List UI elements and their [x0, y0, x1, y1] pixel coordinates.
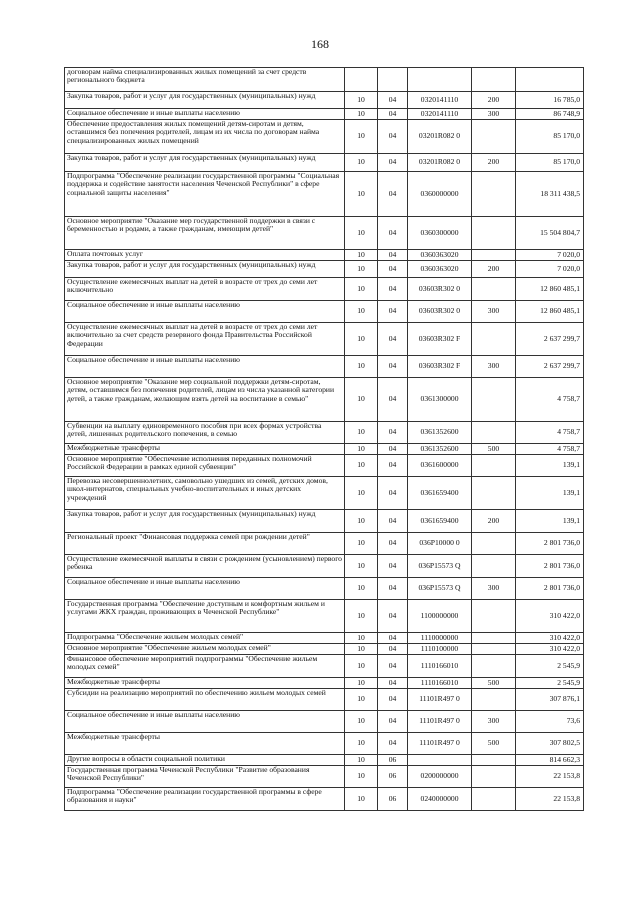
expense-type-code	[472, 555, 516, 578]
subsection-code: 04	[378, 644, 408, 655]
section-code: 10	[345, 422, 378, 444]
target-article-code: 0361659400	[408, 477, 472, 510]
table-row	[65, 68, 584, 92]
subsection-code: 04	[378, 422, 408, 444]
expense-type-code	[472, 68, 516, 92]
section-code: 10	[345, 788, 378, 811]
table-row	[65, 555, 584, 578]
amount: 814 662,3	[516, 755, 584, 766]
target-article-code: 11101R497 0	[408, 689, 472, 711]
amount: 7 020,0	[516, 250, 584, 261]
amount: 22 153,8	[516, 766, 584, 788]
section-code: 10	[345, 261, 378, 278]
amount: 2 637 299,7	[516, 323, 584, 356]
amount: 2 801 736,0	[516, 578, 584, 600]
amount: 18 311 438,5	[516, 172, 584, 217]
expense-type-code: 200	[472, 261, 516, 278]
table-row	[65, 92, 584, 109]
row-name: Межбюджетные трансферты	[65, 444, 345, 455]
amount: 310 422,0	[516, 644, 584, 655]
section-code: 10	[345, 633, 378, 644]
amount: 22 153,8	[516, 788, 584, 811]
expense-type-code	[472, 633, 516, 644]
target-article-code: 0360000000	[408, 172, 472, 217]
section-code: 10	[345, 444, 378, 455]
row-name: Субсидии на реализацию мероприятий по обеспечению жильем молодых семей	[65, 689, 345, 711]
expense-type-code	[472, 644, 516, 655]
target-article-code: 1100000000	[408, 600, 472, 633]
target-article-code: 0360363020	[408, 250, 472, 261]
expense-type-code: 300	[472, 109, 516, 120]
section-code: 10	[345, 678, 378, 689]
subsection-code: 04	[378, 109, 408, 120]
amount: 139,1	[516, 510, 584, 533]
row-name: Основное мероприятие "Оказание мер социальной поддержки детям-сиротам, детям, оставшимся без попечения родителей, лицам из числа указанной категории детей, а также гражданам, желающим взять детей на воспитание в семью"	[65, 378, 345, 422]
table-row	[65, 172, 584, 217]
section-code: 10	[345, 378, 378, 422]
row-name: договорам найма специализированных жилых помещений за счет средств регионального бюджета	[65, 68, 345, 92]
expense-type-code	[472, 533, 516, 555]
row-name: Межбюджетные трансферты	[65, 678, 345, 689]
section-code: 10	[345, 356, 378, 378]
target-article-code	[408, 68, 472, 92]
subsection-code: 04	[378, 154, 408, 172]
amount: 2 545,9	[516, 678, 584, 689]
amount: 2 801 736,0	[516, 555, 584, 578]
row-name: Закупка товаров, работ и услуг для государственных (муниципальных) нужд	[65, 92, 345, 109]
table-row	[65, 644, 584, 655]
subsection-code: 04	[378, 600, 408, 633]
table-row	[65, 154, 584, 172]
row-name: Государственная программа "Обеспечение доступным и комфортным жильем и услугами ЖКХ граждан, проживающих в Чеченской Республике"	[65, 600, 345, 633]
subsection-code: 04	[378, 378, 408, 422]
row-name: Государственная программа Чеченской Республики "Развитие образования Чеченской Республики"	[65, 766, 345, 788]
subsection-code: 04	[378, 578, 408, 600]
table-row	[65, 109, 584, 120]
section-code: 10	[345, 711, 378, 733]
amount: 85 170,0	[516, 120, 584, 154]
expense-type-code	[472, 766, 516, 788]
table-row	[65, 301, 584, 323]
section-code: 10	[345, 755, 378, 766]
expense-type-code	[472, 689, 516, 711]
row-name: Подпрограмма "Обеспечение реализации государственной программы "Социальная поддержка и содействие занятости населения Чеченской Республики" в сфере социальной защиты населения"	[65, 172, 345, 217]
table-row	[65, 217, 584, 250]
expense-type-code	[472, 172, 516, 217]
row-name: Субвенции на выплату единовременного пособия при всех формах устройства детей, лишенных родительского попечения, в семью	[65, 422, 345, 444]
target-article-code: 036P10000 0	[408, 533, 472, 555]
row-name: Социальное обеспечение и иные выплаты населению	[65, 109, 345, 120]
amount: 12 860 485,1	[516, 301, 584, 323]
subsection-code: 04	[378, 217, 408, 250]
section-code: 10	[345, 323, 378, 356]
table-row	[65, 356, 584, 378]
table-row	[65, 689, 584, 711]
subsection-code: 04	[378, 444, 408, 455]
subsection-code: 04	[378, 261, 408, 278]
subsection-code: 04	[378, 172, 408, 217]
row-name: Закупка товаров, работ и услуг для государственных (муниципальных) нужд	[65, 154, 345, 172]
row-name: Основное мероприятие "Обеспечение жильем молодых семей"	[65, 644, 345, 655]
section-code: 10	[345, 655, 378, 678]
table-row	[65, 510, 584, 533]
target-article-code: 0320141110	[408, 92, 472, 109]
table-row	[65, 533, 584, 555]
expense-type-code	[472, 120, 516, 154]
subsection-code: 04	[378, 301, 408, 323]
row-name: Финансовое обеспечение мероприятий подпрограммы "Обеспечение жильем молодых семей"	[65, 655, 345, 678]
subsection-code	[378, 68, 408, 92]
subsection-code: 04	[378, 555, 408, 578]
row-name: Социальное обеспечение и иные выплаты населению	[65, 356, 345, 378]
target-article-code: 0200000000	[408, 766, 472, 788]
amount: 307 876,1	[516, 689, 584, 711]
row-name: Социальное обеспечение и иные выплаты населению	[65, 301, 345, 323]
table-row	[65, 378, 584, 422]
subsection-code: 04	[378, 678, 408, 689]
target-article-code: 036P15573 Q	[408, 578, 472, 600]
row-name: Подпрограмма "Обеспечение жильем молодых семей"	[65, 633, 345, 644]
target-article-code: 03603R302 F	[408, 323, 472, 356]
section-code: 10	[345, 477, 378, 510]
amount	[516, 68, 584, 92]
section-code: 10	[345, 109, 378, 120]
expense-type-code	[472, 250, 516, 261]
target-article-code: 03603R302 F	[408, 356, 472, 378]
target-article-code: 1110166010	[408, 678, 472, 689]
target-article-code: 03603R302 0	[408, 278, 472, 301]
expense-type-code	[472, 422, 516, 444]
subsection-code: 04	[378, 356, 408, 378]
amount: 85 170,0	[516, 154, 584, 172]
budget-table	[64, 67, 584, 811]
row-name: Осуществление ежемесячных выплат на детей в возрасте от трех до семи лет включительно	[65, 278, 345, 301]
section-code: 10	[345, 689, 378, 711]
section-code: 10	[345, 92, 378, 109]
expense-type-code	[472, 600, 516, 633]
expense-type-code	[472, 217, 516, 250]
expense-type-code	[472, 477, 516, 510]
expense-type-code	[472, 323, 516, 356]
subsection-code: 04	[378, 323, 408, 356]
row-name: Обеспечение предоставления жилых помещений детям-сиротам и детям, оставшимся без попечения родителей, лицам из их числа по договорам найма специализированных жилых помещений	[65, 120, 345, 154]
section-code: 10	[345, 766, 378, 788]
section-code: 10	[345, 250, 378, 261]
target-article-code: 0361659400	[408, 510, 472, 533]
subsection-code: 04	[378, 533, 408, 555]
amount: 73,6	[516, 711, 584, 733]
target-article-code: 11101R497 0	[408, 733, 472, 755]
amount: 4 758,7	[516, 444, 584, 455]
expense-type-code	[472, 655, 516, 678]
expense-type-code	[472, 378, 516, 422]
table-row	[65, 655, 584, 678]
target-article-code: 0320141110	[408, 109, 472, 120]
target-article-code: 036P15573 Q	[408, 555, 472, 578]
target-article-code	[408, 755, 472, 766]
subsection-code: 04	[378, 92, 408, 109]
expense-type-code: 300	[472, 578, 516, 600]
row-name: Закупка товаров, работ и услуг для государственных (муниципальных) нужд	[65, 261, 345, 278]
section-code: 10	[345, 510, 378, 533]
expense-type-code	[472, 755, 516, 766]
expense-type-code: 200	[472, 154, 516, 172]
section-code: 10	[345, 555, 378, 578]
amount: 7 020,0	[516, 261, 584, 278]
target-article-code: 0361300000	[408, 378, 472, 422]
subsection-code: 04	[378, 477, 408, 510]
table-body	[65, 68, 584, 811]
amount: 307 802,5	[516, 733, 584, 755]
expense-type-code: 500	[472, 678, 516, 689]
target-article-code: 11101R497 0	[408, 711, 472, 733]
expense-type-code: 200	[472, 510, 516, 533]
subsection-code: 04	[378, 655, 408, 678]
row-name: Социальное обеспечение и иные выплаты населению	[65, 711, 345, 733]
row-name: Осуществление ежемесячных выплат на детей в возрасте от трех до семи лет включительно за счет средств резервного фонда Правительства Российской Федерации	[65, 323, 345, 356]
subsection-code: 06	[378, 766, 408, 788]
target-article-code: 0361600000	[408, 455, 472, 477]
expense-type-code	[472, 788, 516, 811]
subsection-code: 04	[378, 120, 408, 154]
section-code	[345, 68, 378, 92]
table-row	[65, 455, 584, 477]
table-row	[65, 733, 584, 755]
target-article-code: 03603R302 0	[408, 301, 472, 323]
row-name: Подпрограмма "Обеспечение реализации государственной программы в сфере образования и науки"	[65, 788, 345, 811]
row-name: Социальное обеспечение и иные выплаты населению	[65, 578, 345, 600]
row-name: Региональный проект "Финансовая поддержка семей при рождении детей"	[65, 533, 345, 555]
section-code: 10	[345, 278, 378, 301]
table-row	[65, 600, 584, 633]
table-row	[65, 422, 584, 444]
row-name: Осуществление ежемесячной выплаты в связи с рождением (усыновлением) первого ребенка	[65, 555, 345, 578]
row-name: Перевозка несовершеннолетних, самовольно ушедших из семей, детских домов, школ-интернатов, специальных учебно-воспитательных и иных детских учреждений	[65, 477, 345, 510]
section-code: 10	[345, 172, 378, 217]
target-article-code: 03201R082 0	[408, 120, 472, 154]
section-code: 10	[345, 644, 378, 655]
section-code: 10	[345, 733, 378, 755]
table-row	[65, 323, 584, 356]
expense-type-code: 500	[472, 444, 516, 455]
table-row	[65, 578, 584, 600]
section-code: 10	[345, 154, 378, 172]
amount: 4 758,7	[516, 422, 584, 444]
expense-type-code: 300	[472, 711, 516, 733]
amount: 2 545,9	[516, 655, 584, 678]
table-row	[65, 477, 584, 510]
table-row	[65, 120, 584, 154]
target-article-code: 0361352600	[408, 444, 472, 455]
expense-type-code: 200	[472, 92, 516, 109]
target-article-code: 1110100000	[408, 644, 472, 655]
amount: 15 504 804,7	[516, 217, 584, 250]
amount: 86 748,9	[516, 109, 584, 120]
subsection-code: 04	[378, 733, 408, 755]
amount: 310 422,0	[516, 633, 584, 644]
row-name: Межбюджетные трансферты	[65, 733, 345, 755]
section-code: 10	[345, 455, 378, 477]
expense-type-code: 300	[472, 301, 516, 323]
table-row	[65, 250, 584, 261]
amount: 139,1	[516, 455, 584, 477]
section-code: 10	[345, 120, 378, 154]
subsection-code: 04	[378, 510, 408, 533]
target-article-code: 03201R082 0	[408, 154, 472, 172]
subsection-code: 06	[378, 788, 408, 811]
amount: 2 801 736,0	[516, 533, 584, 555]
row-name: Основное мероприятие "Обеспечение исполнения переданных полномочий Российской Федерации в рамках единой субвенции"	[65, 455, 345, 477]
amount: 310 422,0	[516, 600, 584, 633]
subsection-code: 04	[378, 278, 408, 301]
section-code: 10	[345, 301, 378, 323]
table-row	[65, 678, 584, 689]
amount: 139,1	[516, 477, 584, 510]
section-code: 10	[345, 533, 378, 555]
page-number: 168	[311, 37, 329, 51]
row-name: Оплата почтовых услуг	[65, 250, 345, 261]
target-article-code: 0360363020	[408, 261, 472, 278]
amount: 4 758,7	[516, 378, 584, 422]
table-row	[65, 766, 584, 788]
expense-type-code: 500	[472, 733, 516, 755]
target-article-code: 0240000000	[408, 788, 472, 811]
section-code: 10	[345, 217, 378, 250]
subsection-code: 04	[378, 689, 408, 711]
section-code: 10	[345, 578, 378, 600]
amount: 2 637 299,7	[516, 356, 584, 378]
amount: 16 785,0	[516, 92, 584, 109]
table-row	[65, 788, 584, 811]
table-row	[65, 278, 584, 301]
section-code: 10	[345, 600, 378, 633]
row-name: Другие вопросы в области социальной политики	[65, 755, 345, 766]
target-article-code: 0361352600	[408, 422, 472, 444]
target-article-code: 1110166010	[408, 655, 472, 678]
row-name: Основное мероприятие "Оказание мер государственной поддержки в связи с беременностью и родами, а также гражданам, имеющим детей"	[65, 217, 345, 250]
amount: 12 860 485,1	[516, 278, 584, 301]
table-row	[65, 711, 584, 733]
subsection-code: 04	[378, 711, 408, 733]
expense-type-code: 300	[472, 356, 516, 378]
target-article-code: 1110000000	[408, 633, 472, 644]
table-row	[65, 444, 584, 455]
subsection-code: 04	[378, 633, 408, 644]
row-name: Закупка товаров, работ и услуг для государственных (муниципальных) нужд	[65, 510, 345, 533]
table-row	[65, 633, 584, 644]
subsection-code: 04	[378, 250, 408, 261]
table-row	[65, 261, 584, 278]
subsection-code: 06	[378, 755, 408, 766]
subsection-code: 04	[378, 455, 408, 477]
expense-type-code	[472, 278, 516, 301]
expense-type-code	[472, 455, 516, 477]
target-article-code: 0360300000	[408, 217, 472, 250]
table-row	[65, 755, 584, 766]
